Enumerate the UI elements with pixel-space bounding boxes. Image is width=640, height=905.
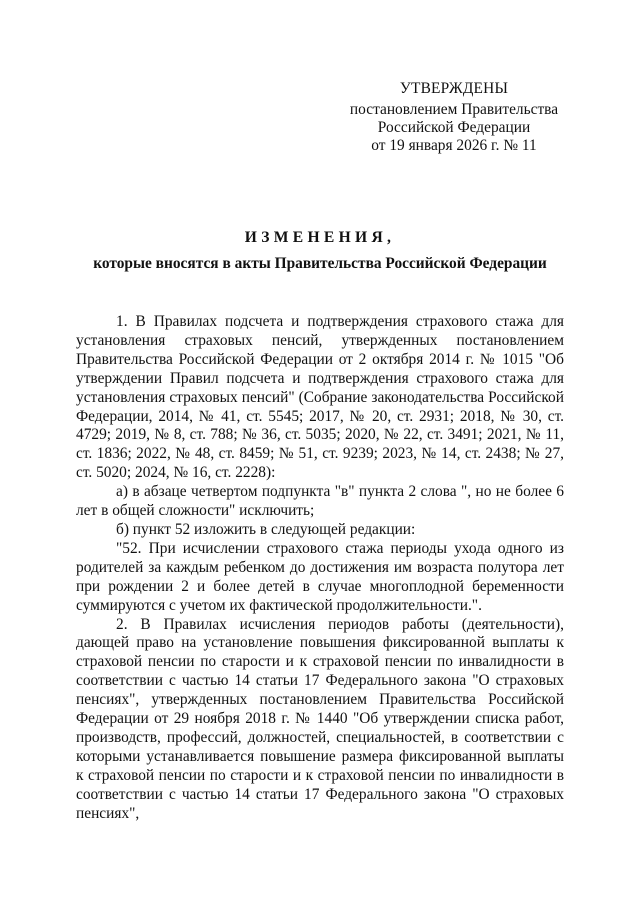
approval-title: УТВЕРЖДЕНЫ xyxy=(399,80,509,97)
approval-authority: постановлением Правительства xyxy=(349,101,559,118)
document-body xyxy=(76,313,564,823)
approval-country: Российской Федерации xyxy=(377,119,531,136)
paragraph-1b-quote: "52. При исчислении страхового стажа периоды ухода одного из родителей за каждым ребенком до достижения им возраста полутора лет при рождении 2 и более детей в случае многоплодной беременности суммируются с учетом их фактической продолжительности.". xyxy=(76,539,564,614)
paragraph-2: 2. В Правилах исчисления периодов работы (деятельности), дающей право на установление повышения фиксированной выплаты к страховой пенсии по старости и к страховой пенсии по инвалидности в соответствии с частью 14 статьи 17 Федерального закона "О страховых пенсиях", утвержденных постановлением Правительства Российской Федерации от 29 ноября 2018 г. № 1440 "Об утверждении списка работ, производств, профессий, должностей, специальностей, в соответствии с которыми устанавливается повышение размера фиксированной выплаты к страховой пенсии по старости и к страховой пенсии по инвалидности в соответствии с частью 14 статьи 17 Федерального закона "О страховых пенсиях", xyxy=(76,615,564,822)
document-title: ИЗМЕНЕНИЯ, xyxy=(244,229,396,246)
paragraph-1: 1. В Правилах подсчета и подтверждения страхового стажа для установления страховых пенсий, утвержденных постановлением Правительства Российской Федерации от 2 октября 2014 г. № 1015 "Об утверждении Правил подсчета и подтверждения страхового стажа для установления страховых пенсий" (Собрание законодательства Российской Федерации, 2014, № 41, ст. 5545; 2017, № 20, ст. 2931; 2018, № 30, ст. 4729; 2019, № 8, ст. 788; № 36, ст. 5035; 2020, № 22, ст. 3491; 2021, № 11, ст. 1836; 2022, № 48, ст. 8459; № 51, ст. 9239; 2023, № 14, ст. 2438; № 27, ст. 5020; 2024, № 16, ст. 2228): xyxy=(76,313,564,482)
paragraph-1a: а) в абзаце четвертом подпункта "в" пункта 2 слова ", но не более 6 лет в общей сложности" исключить; xyxy=(76,483,564,520)
approval-date-number: от 19 января 2026 г. № 11 xyxy=(371,137,537,154)
approval-stamp xyxy=(340,80,568,155)
document-subtitle: которые вносятся в акты Правительства Российской Федерации xyxy=(93,255,547,272)
paragraph-1b: б) пункт 52 изложить в следующей редакции: xyxy=(116,520,416,538)
